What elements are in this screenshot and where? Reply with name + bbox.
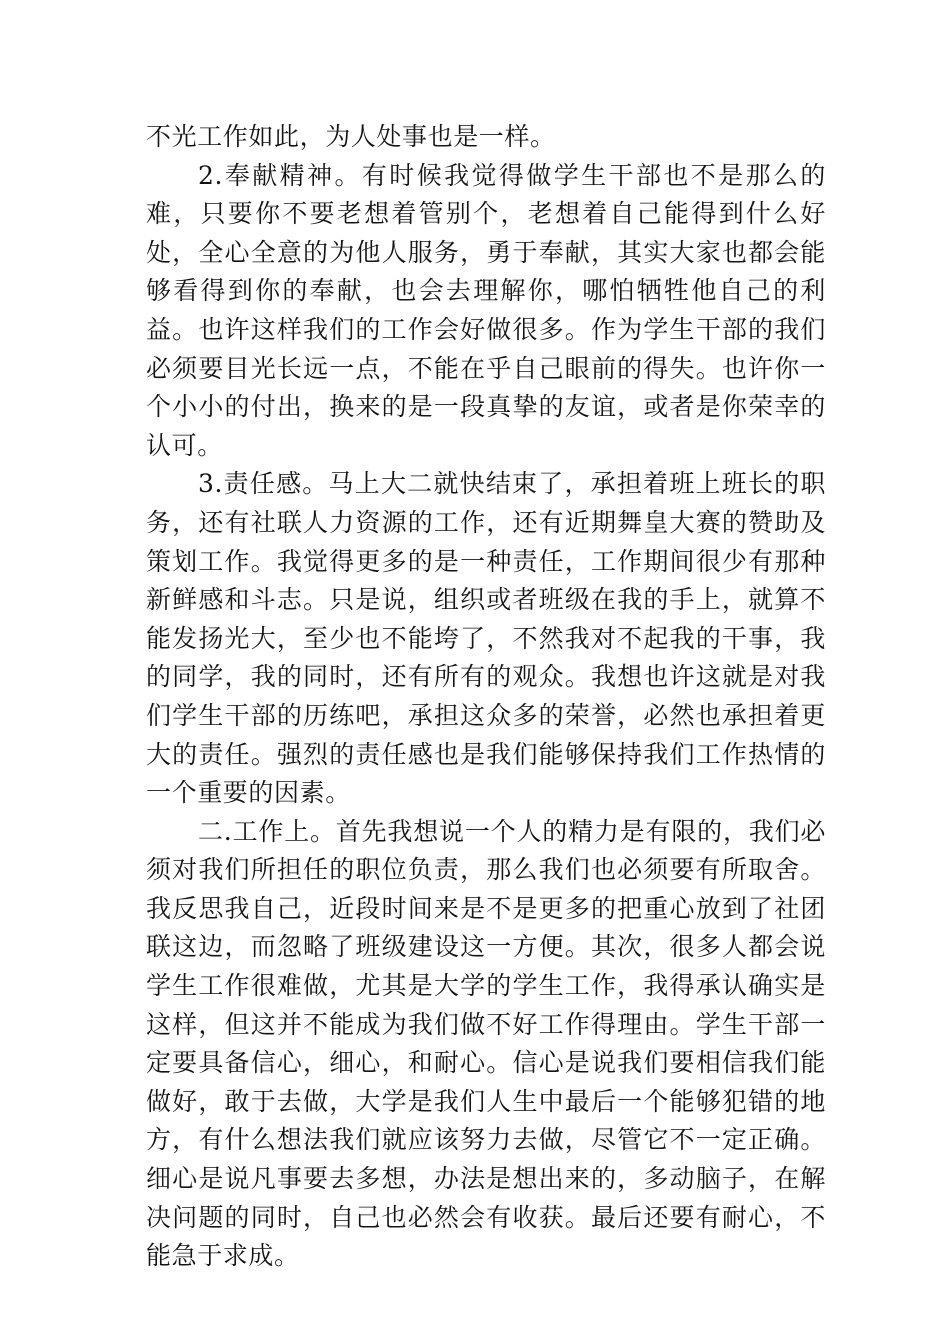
paragraph-dedication: 2.奉献精神。有时候我觉得做学生干部也不是那么的难，只要你不要老想着管别个，老想着自己能得到什么好处，全心全意的为他人服务，勇于奉献，其实大家也都会能够看得到你的奉献，也会去理解你，哪怕牺牲他自己的利益。也许这样我们的工作会好做很多。作为学生干部的我们必须要目光长远一点，不能在乎自己眼前的得失。也许你一个小小的付出，换来的是一段真挚的友谊，或者是你荣幸的认可。 bbox=[146, 160, 826, 460]
paragraph-continuation: 不光工作如此，为人处事也是一样。 bbox=[146, 122, 556, 151]
paragraph-work: 二.工作上。首先我想说一个人的精力是有限的，我们必须对我们所担任的职位负责，那么我们也必须要有所取舍。我反思我自己，近段时间来是不是更多的把重心放到了社团联这边，而忽略了班级建设这一方便。其次，很多人都会说学生工作很难做，尤其是大学的学生工作，我得承认确实是这样，但这并不能成为我们做不好工作得理由。学生干部一定要具备信心，细心，和耐心。信心是说我们要相信我们能做好，敢于去做，大学是我们人生中最后一个能够犯错的地方，有什么想法我们就应该努力去做，尽管它不一定正确。细心是说凡事要去多想，办法是想出来的，多动脑子，在解决问题的同时，自己也必然会有收获。最后还要有耐心，不能急于求成。 bbox=[146, 816, 826, 1271]
document-body bbox=[146, 118, 826, 1276]
paragraph-responsibility: 3.责任感。马上大二就快结束了，承担着班上班长的职务，还有社联人力资源的工作，还有近期舞皇大赛的赞助及策划工作。我觉得更多的是一种责任，工作期间很少有那种新鲜感和斗志。只是说，组织或者班级在我的手上，就算不能发扬光大，至少也不能垮了，不然我对不起我的干事，我的同学，我的同时，还有所有的观众。我想也许这就是对我们学生干部的历练吧，承担这众多的荣誉，必然也承担着更大的责任。强烈的责任感也是我们能够保持我们工作热情的一个重要的因素。 bbox=[146, 469, 826, 808]
